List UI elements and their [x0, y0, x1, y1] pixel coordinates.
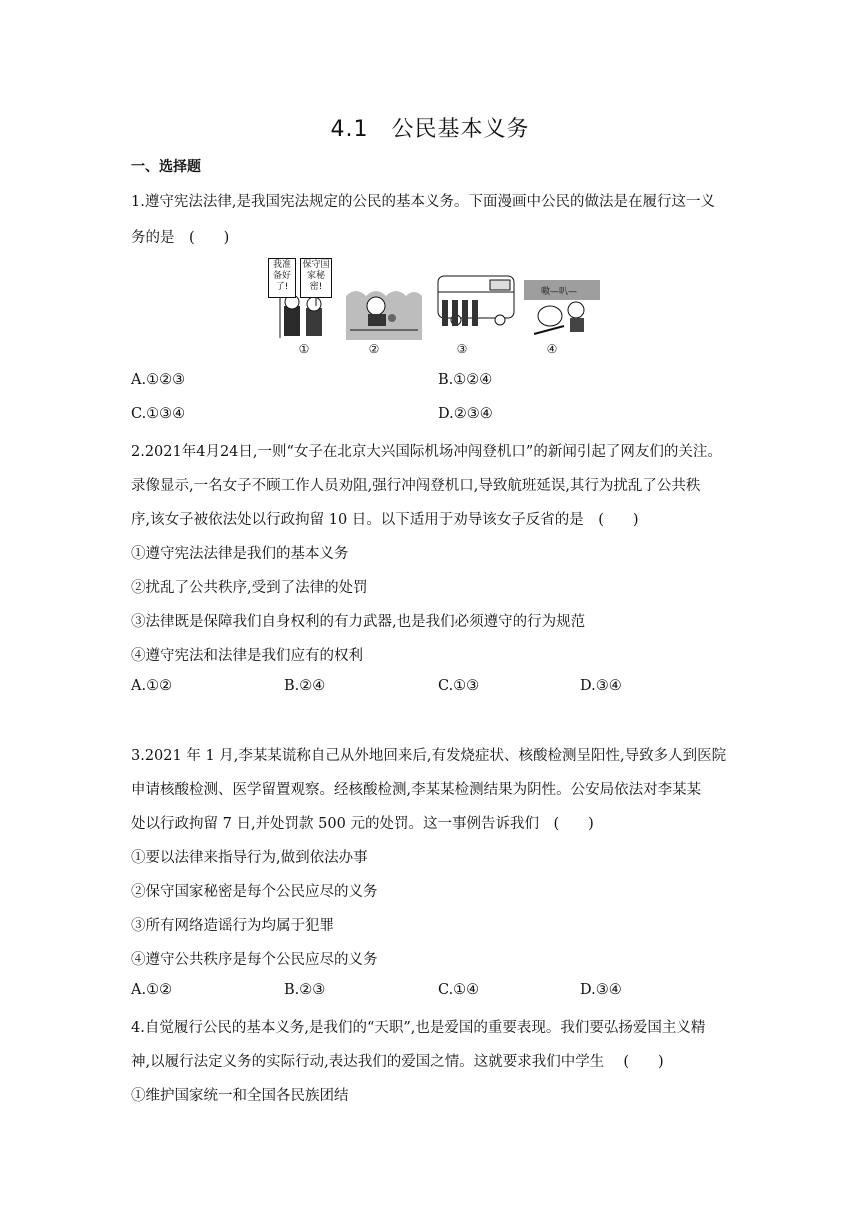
q2-stem-line-3: 序,该女子被依法处以行政拘留 10 日。以下适用于劝导该女子反省的是 ( )	[131, 512, 639, 528]
cartoon-label-2: ②	[368, 342, 380, 356]
q3-stem-line-3: 处以行政拘留 7 日,并处罚款 500 元的处罚。这一事例告诉我们 ( )	[131, 816, 594, 832]
cartoon-panel-2-illustration	[346, 256, 422, 340]
q3-item-1: ①要以法律来指导行为,做到依法办事	[131, 850, 368, 866]
q3-item-3: ③所有网络造谣行为均属于犯罪	[131, 918, 334, 934]
q3-stem-line-2: 申请核酸检测、医学留置观察。经核酸检测,李某某检测结果为阴性。公安局依法对李某某	[131, 782, 702, 798]
q2-item-2: ②扰乱了公共秩序,受到了法律的处罚	[131, 580, 368, 596]
q3-item-4: ④遵守公共秩序是每个公民应尽的义务	[131, 952, 378, 968]
q4-stem-line-2: 神,以履行法定义务的实际行动,表达我们的爱国之情。这就要求我们中学生 ( )	[131, 1054, 664, 1070]
q1-stem-line-2: 务的是 ( )	[131, 230, 230, 246]
cartoon-panel-2	[346, 256, 422, 340]
q3-option-b: B.②③	[284, 982, 326, 998]
q3-option-d: D.③④	[580, 982, 622, 998]
section-heading: 一、选择题	[131, 159, 201, 175]
q2-option-b: B.②④	[284, 678, 326, 694]
q1-option-c: C.①③④	[131, 406, 186, 422]
q1-option-a: A.①②③	[131, 372, 186, 388]
q4-stem-line-1: 4.自觉履行公民的基本义务,是我们的“天职”,也是爱国的重要表现。我们要弘扬爱国主义精	[131, 1020, 706, 1036]
cartoon-panel-1	[266, 256, 342, 340]
q4-item-1: ①维护国家统一和全国各民族团结	[131, 1088, 349, 1104]
q3-option-c: C.①④	[438, 982, 480, 998]
cartoon-panel-4	[524, 256, 600, 340]
q2-option-a: A.①②	[131, 678, 173, 694]
q3-option-a: A.①②	[131, 982, 173, 998]
q2-item-4: ④遵守宪法和法律是我们应有的权利	[131, 648, 363, 664]
cartoon-panel-3	[428, 256, 518, 340]
cartoon-label-3: ③	[456, 342, 468, 356]
cartoon-label-1: ①	[298, 342, 310, 356]
q2-stem-line-2: 录像显示,一名女子不顾工作人员劝阻,强行冲闯登机口,导致航班延误,其行为扰乱了公共秩	[131, 478, 701, 494]
q3-stem-line-1: 3.2021 年 1 月,李某某谎称自己从外地回来后,有发烧症状、核酸检测呈阳性,导致多人到医院	[131, 748, 727, 764]
q1-stem-line-1: 1.遵守宪法法律,是我国宪法规定的公民的基本义务。下面漫画中公民的做法是在履行这一义	[131, 194, 715, 210]
q1-option-b: B.①②④	[438, 372, 493, 388]
cartoon-label-4: ④	[546, 342, 558, 356]
cartoon-panel-3-illustration	[428, 256, 518, 340]
q1-cartoon-figure	[266, 256, 600, 356]
q2-item-3: ③法律既是保障我们自身权利的有力武器,也是我们必须遵守的行为规范	[131, 614, 586, 630]
q2-option-c: C.①③	[438, 678, 480, 694]
cartoon-sign-1: 我准备好了!	[268, 258, 296, 298]
q2-item-1: ①遵守宪法法律是我们的基本义务	[131, 546, 349, 562]
q3-item-2: ②保守国家秘密是每个公民应尽的义务	[131, 884, 378, 900]
page-title: 4.1 公民基本义务	[330, 117, 530, 142]
q2-option-d: D.③④	[580, 678, 622, 694]
q2-stem-line-1: 2.2021年4月24日,一则“女子在北京大兴国际机场冲闯登机口”的新闻引起了网友们的关注。	[131, 444, 722, 460]
cartoon-sign-2: 保守国家秘密!	[300, 258, 332, 298]
q1-option-d: D.②③④	[438, 406, 493, 422]
cartoon-sound-text: 嗷—叭—	[540, 287, 577, 297]
